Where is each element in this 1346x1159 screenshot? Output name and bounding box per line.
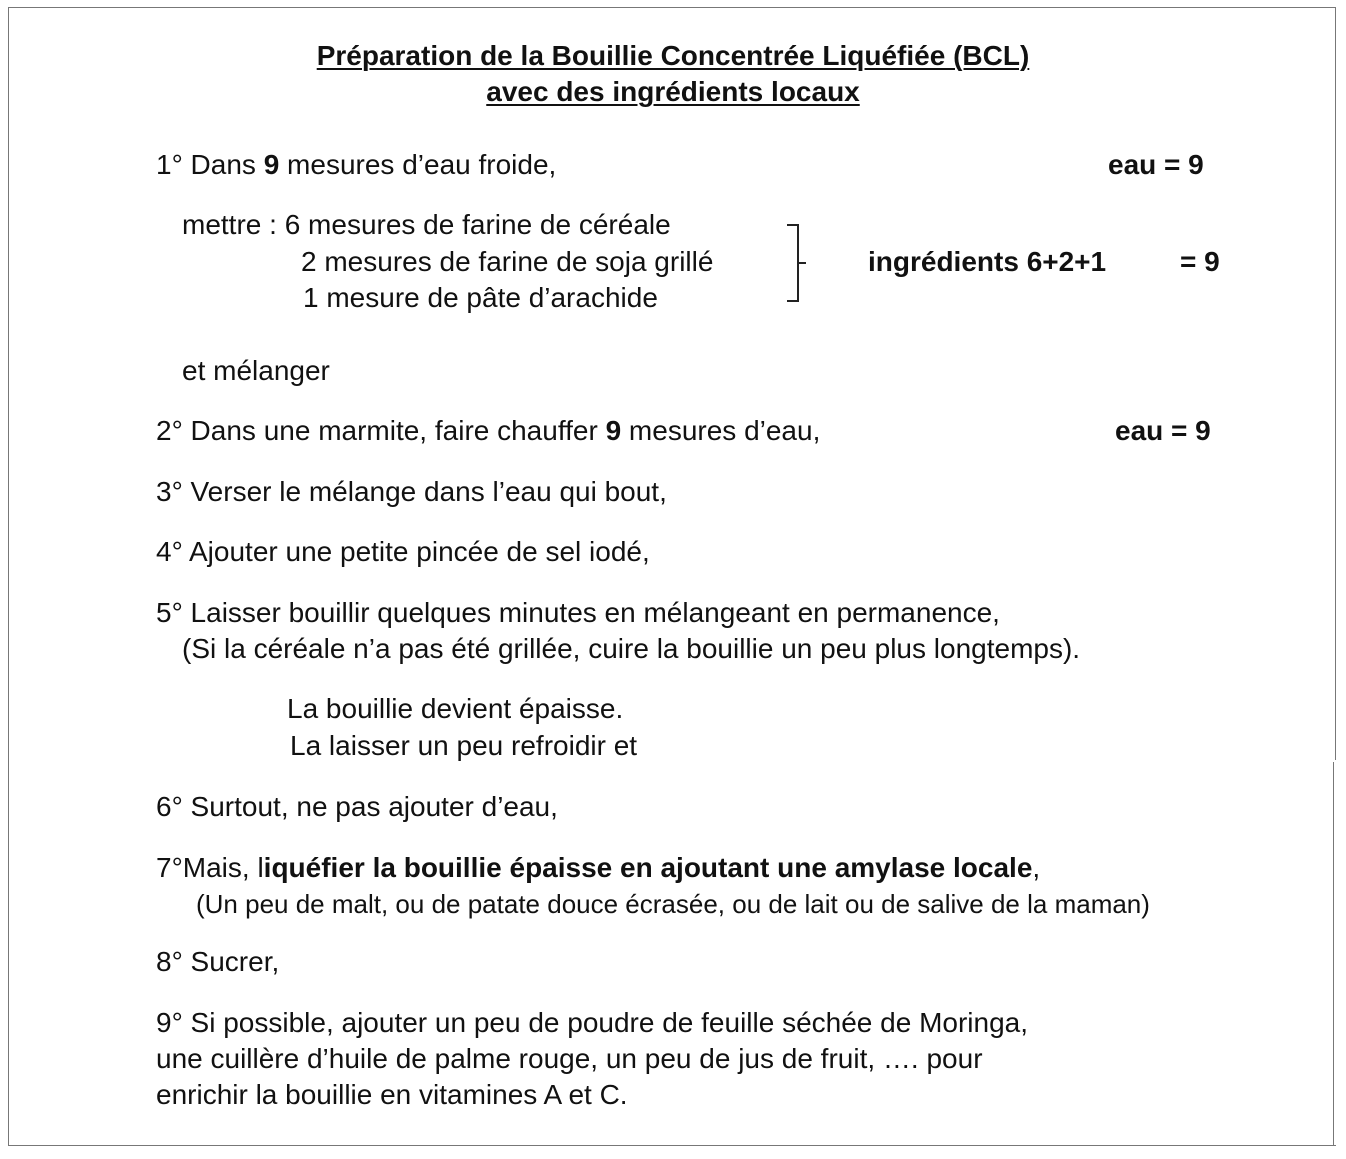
frame-border-bottom	[8, 1145, 1336, 1146]
frame-border-left	[8, 7, 9, 1146]
frame-border-top	[8, 7, 1336, 8]
title-line-1	[0, 39, 1346, 73]
step-1-ingredient-2: 2 mesures de farine de soja grillé	[301, 246, 714, 277]
step-7-bold: iquéfier la bouillie épaisse en ajoutant une amylase locale	[263, 852, 1033, 883]
step-2-water-label: eau = 9	[1115, 415, 1211, 446]
step-9-line-3: enrichir la bouillie en vitamines A et C.	[156, 1079, 628, 1110]
step-1-water-label: eau = 9	[1108, 149, 1204, 180]
step-4-line: 4° Ajouter une petite pincée de sel iodé,	[156, 536, 650, 567]
frame-border-right-lower	[1333, 762, 1334, 1146]
step-3-line: 3° Verser le mélange dans l’eau qui bout,	[156, 476, 667, 507]
ingredients-sum-label: ingrédients 6+2+1	[868, 246, 1107, 277]
step-5-sub-2: La laisser un peu refroidir et	[290, 730, 638, 761]
ingredients-sum-total: = 9	[1180, 246, 1220, 277]
step-7-suffix: ,	[1032, 852, 1041, 883]
step-5-sub-1: La bouillie devient épaisse.	[287, 693, 624, 724]
step-7-note: (Un peu de malt, ou de patate douce écrasée, ou de lait ou de salive de la maman)	[196, 889, 1150, 919]
step-2-bold: 9	[605, 415, 622, 446]
step-8-line: 8° Sucrer,	[156, 946, 280, 977]
step-9-line-2: une cuillère d’huile de palme rouge, un peu de jus de fruit, …. pour	[156, 1043, 983, 1074]
step-1-ingredient-3: 1 mesure de pâte d’arachide	[303, 282, 658, 313]
frame-border-right-upper	[1335, 7, 1336, 760]
step-1-suffix: mesures d’eau froide,	[279, 149, 557, 180]
step-9-line-1: 9° Si possible, ajouter un peu de poudre de feuille séchée de Moringa,	[156, 1007, 1029, 1038]
step-6-line: 6° Surtout, ne pas ajouter d’eau,	[156, 791, 558, 822]
step-5-note: (Si la céréale n’a pas été grillée, cuire la bouillie un peu plus longtemps).	[182, 633, 1081, 664]
step-1-line	[156, 148, 556, 182]
step-2-suffix: mesures d’eau,	[621, 415, 821, 446]
step-1-bold: 9	[263, 149, 280, 180]
step-1-ingredient-1: mettre : 6 mesures de farine de céréale	[182, 209, 671, 240]
step-7-prefix: 7°Mais, l	[156, 852, 264, 883]
step-1-prefix: 1° Dans	[156, 149, 264, 180]
title-text-2: avec des ingrédients locaux	[486, 76, 860, 107]
title-text-1: Préparation de la Bouillie Concentrée Liquéfiée (BCL)	[316, 40, 1030, 71]
step-5-line: 5° Laisser bouillir quelques minutes en mélangeant en permanence,	[156, 597, 1000, 628]
step-2-line	[156, 414, 820, 448]
step-1-mix: et mélanger	[182, 355, 330, 386]
title-line-2	[0, 75, 1346, 109]
step-7-line	[156, 851, 1040, 885]
ingredients-bracket-icon	[781, 222, 811, 304]
step-2-prefix: 2° Dans une marmite, faire chauffer	[156, 415, 606, 446]
